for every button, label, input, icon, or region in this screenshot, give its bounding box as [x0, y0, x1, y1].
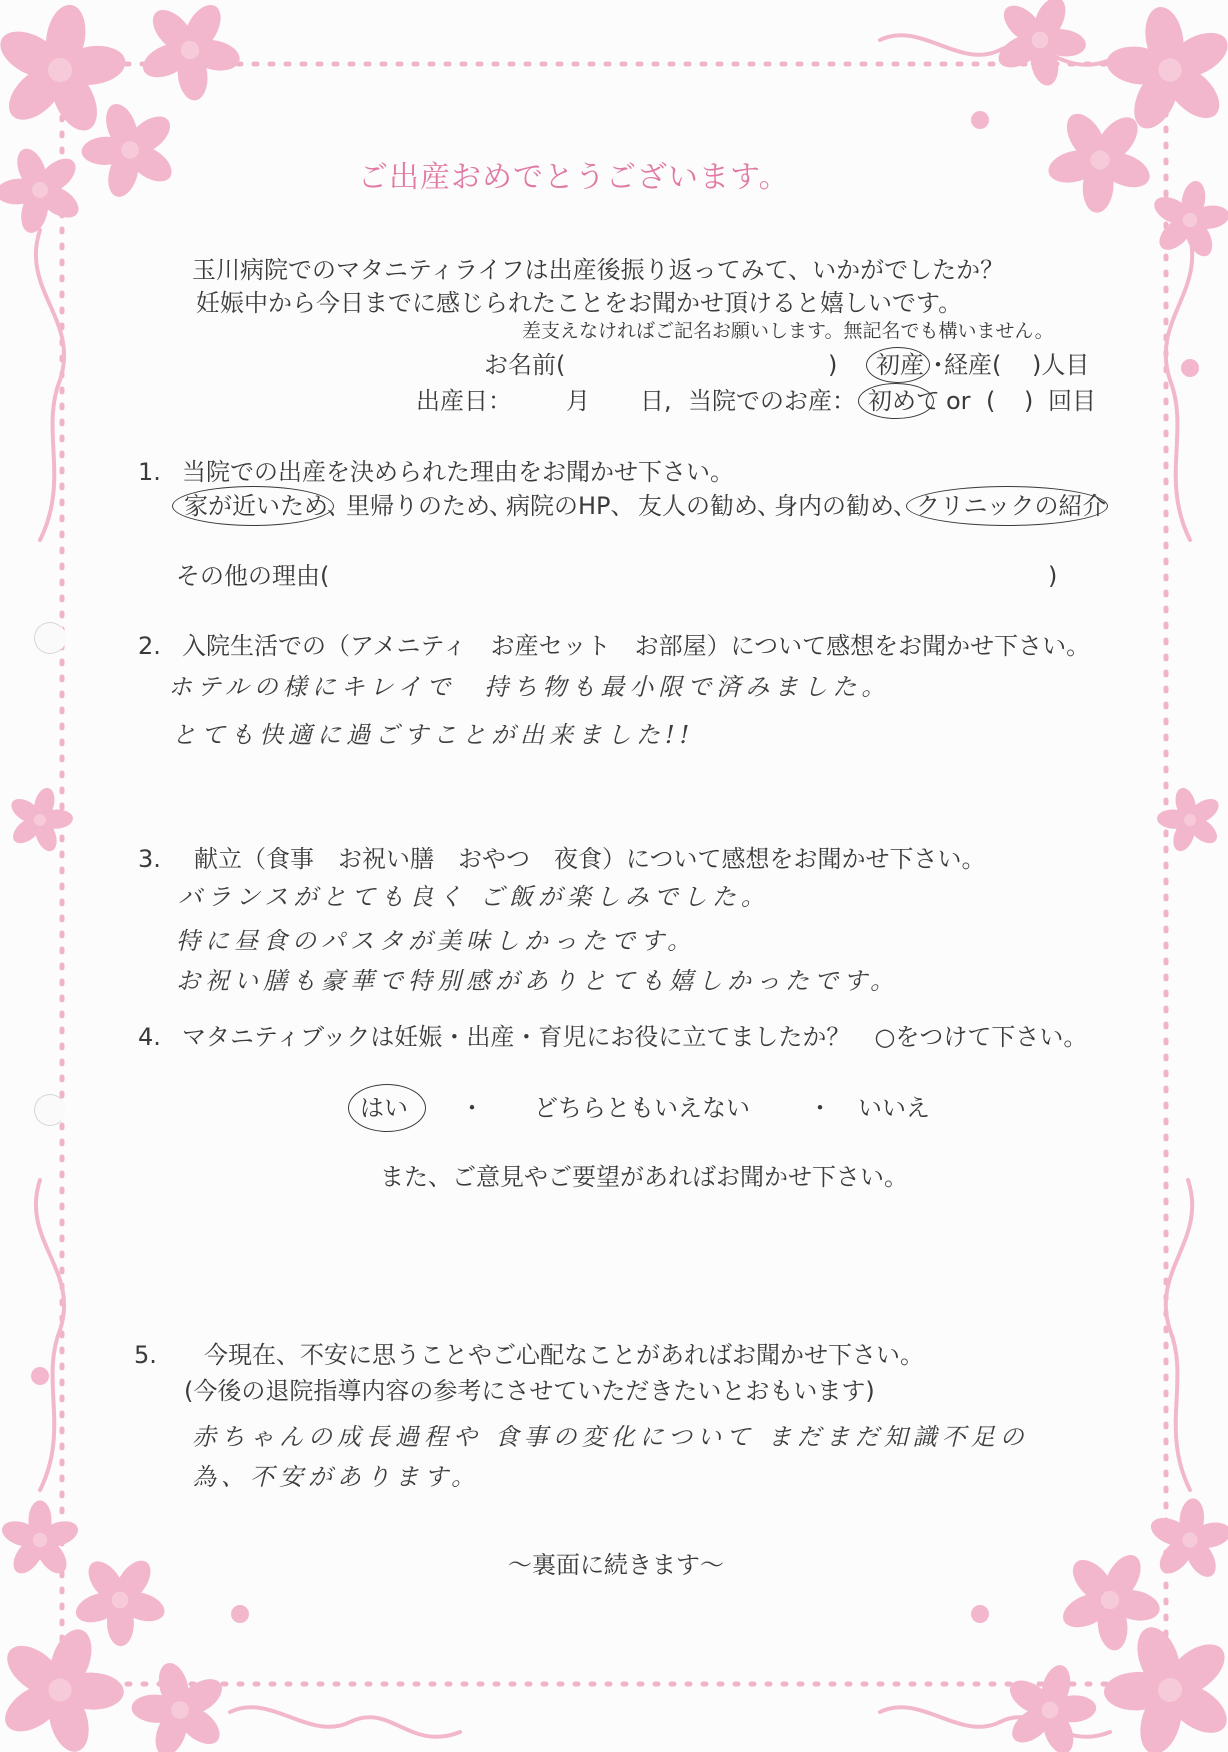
- first-time-circle: [858, 383, 934, 419]
- name-separator: ・: [926, 351, 950, 379]
- swirl-ornament: [230, 1707, 460, 1737]
- q1-near-home-circle: [172, 486, 334, 526]
- swirl-ornament: [1166, 230, 1193, 540]
- decor-dot: [971, 111, 989, 129]
- q5-answer-line-2: 為、不安があります。: [192, 1463, 481, 1491]
- punch-hole-bottom: [34, 1094, 66, 1126]
- name-close: ): [828, 351, 838, 379]
- q4-question: マタニティブックは妊娠・出産・育児にお役に立てましたか？ ○をつけて下さい。: [182, 1023, 1088, 1051]
- flower-icon: [1143, 174, 1228, 266]
- q5-number: 5.: [134, 1341, 157, 1369]
- flower-icon: [0, 779, 82, 860]
- times-open: (: [986, 387, 996, 415]
- flower-icon: [120, 0, 261, 119]
- q4-option-neither: どちらともいえない: [534, 1094, 750, 1122]
- q2-number: 2.: [138, 632, 161, 660]
- flower-center: [33, 1533, 47, 1547]
- q1-other-label: その他の理由(: [176, 562, 330, 590]
- times-close: ): [1024, 387, 1034, 415]
- name-label: お名前(: [484, 351, 566, 379]
- decor-dot: [231, 1605, 249, 1623]
- flower-icon: [119, 1650, 241, 1752]
- q3-answer-line-1: バランスがとても良く ご飯が楽しみでした。: [178, 883, 770, 911]
- q3-answer-line-3: お祝い膳も豪華で特別感がありとても嬉しかったです。: [176, 967, 900, 995]
- birth-day: 日,: [640, 387, 672, 415]
- q1-question: 当院での出産を決められた理由をお聞かせ下さい。: [182, 458, 734, 486]
- q1-other-close: ): [1048, 562, 1058, 590]
- q3-number: 3.: [138, 845, 161, 873]
- q1-option-near-home: 家が近いため、: [184, 492, 352, 520]
- times-label: 回目: [1048, 387, 1096, 415]
- first-birth-option: 初産: [876, 351, 924, 379]
- swirl-ornament: [36, 1180, 64, 1490]
- q1-option-friend: 友人の勧め、: [638, 492, 782, 520]
- q1-clinic-circle: [906, 486, 1108, 526]
- punch-hole-top: [34, 622, 66, 654]
- first-time-option: 初めて: [868, 387, 940, 415]
- q1-option-family: 身内の勧め、: [774, 492, 918, 520]
- q1-option-hometown: 里帰りのため、: [346, 492, 514, 520]
- q4-dot-2: ・: [808, 1094, 832, 1122]
- q2-answer-line-2: とても快適に過ごすことが出来ました!!: [172, 721, 695, 749]
- q4-option-no: いいえ: [858, 1094, 930, 1122]
- or-label: or: [946, 387, 971, 415]
- birth-month: 月: [566, 387, 590, 415]
- multi-birth-option: 経産(: [944, 351, 1002, 379]
- q2-answer-line-1: ホテルの様にキレイで 持ち物も最小限で済みました。: [168, 673, 891, 701]
- q2-question: 入院生活での（アメニティ お産セット お部屋）について感想をお聞かせ下さい。: [182, 632, 1091, 660]
- decor-dot: [31, 1367, 49, 1385]
- q5-answer-line-1: 赤ちゃんの成長過程や 食事の変化について まだまだ知識不足の: [192, 1423, 1029, 1451]
- decor-dot: [1181, 359, 1199, 377]
- flower-icon: [1143, 1495, 1228, 1585]
- q4-request: また、ご意見やご要望があればお聞かせ下さい。: [380, 1163, 908, 1191]
- swirl-ornament: [1166, 1180, 1193, 1490]
- multi-birth-close: )人目: [1032, 351, 1090, 379]
- continue-footer: 〜裏面に続きます〜: [508, 1551, 724, 1579]
- q1-option-hp: 病院のHP、: [506, 492, 635, 520]
- q1-option-clinic: クリニックの紹介: [916, 492, 1107, 520]
- page-title: ご出産おめでとうございます。: [358, 160, 790, 195]
- hospital-birth-label: 当院でのお産：: [688, 387, 856, 415]
- flower-icon: [0, 1500, 81, 1578]
- flower-icon: [1094, 0, 1228, 143]
- q4-dot-1: ・: [460, 1094, 484, 1122]
- q4-yes-circle: [348, 1084, 426, 1132]
- q3-answer-line-2: 特に昼食のパスタが美味しかったです。: [176, 927, 697, 955]
- q5-subtext: (今後の退院指導内容の参考にさせていただきたいとおもいます): [184, 1377, 875, 1405]
- q1-number: 1.: [138, 458, 161, 486]
- q4-number: 4.: [138, 1023, 161, 1051]
- birth-date-label: 出産日：: [416, 387, 512, 415]
- intro-line-2: 妊娠中から今日までに感じられたことをお聞かせ頂けると嬉しいです。: [196, 289, 963, 317]
- first-birth-circle: [866, 347, 930, 383]
- q4-option-yes: はい: [360, 1094, 408, 1122]
- intro-line-1: 玉川病院でのマタニティライフは出産後振り返ってみて、いかがでしたか？: [192, 256, 1005, 284]
- q3-question: 献立（食事 お祝い膳 おやつ 夜食）について感想をお聞かせ下さい。: [194, 845, 986, 873]
- q5-question: 今現在、不安に思うことやご心配なことがあればお聞かせ下さい。: [204, 1341, 924, 1369]
- decor-dot: [971, 1605, 989, 1623]
- intro-note: 差支えなければご記名お願いします。無記名でも構いません。: [522, 320, 1054, 342]
- flower-icon: [1148, 779, 1228, 860]
